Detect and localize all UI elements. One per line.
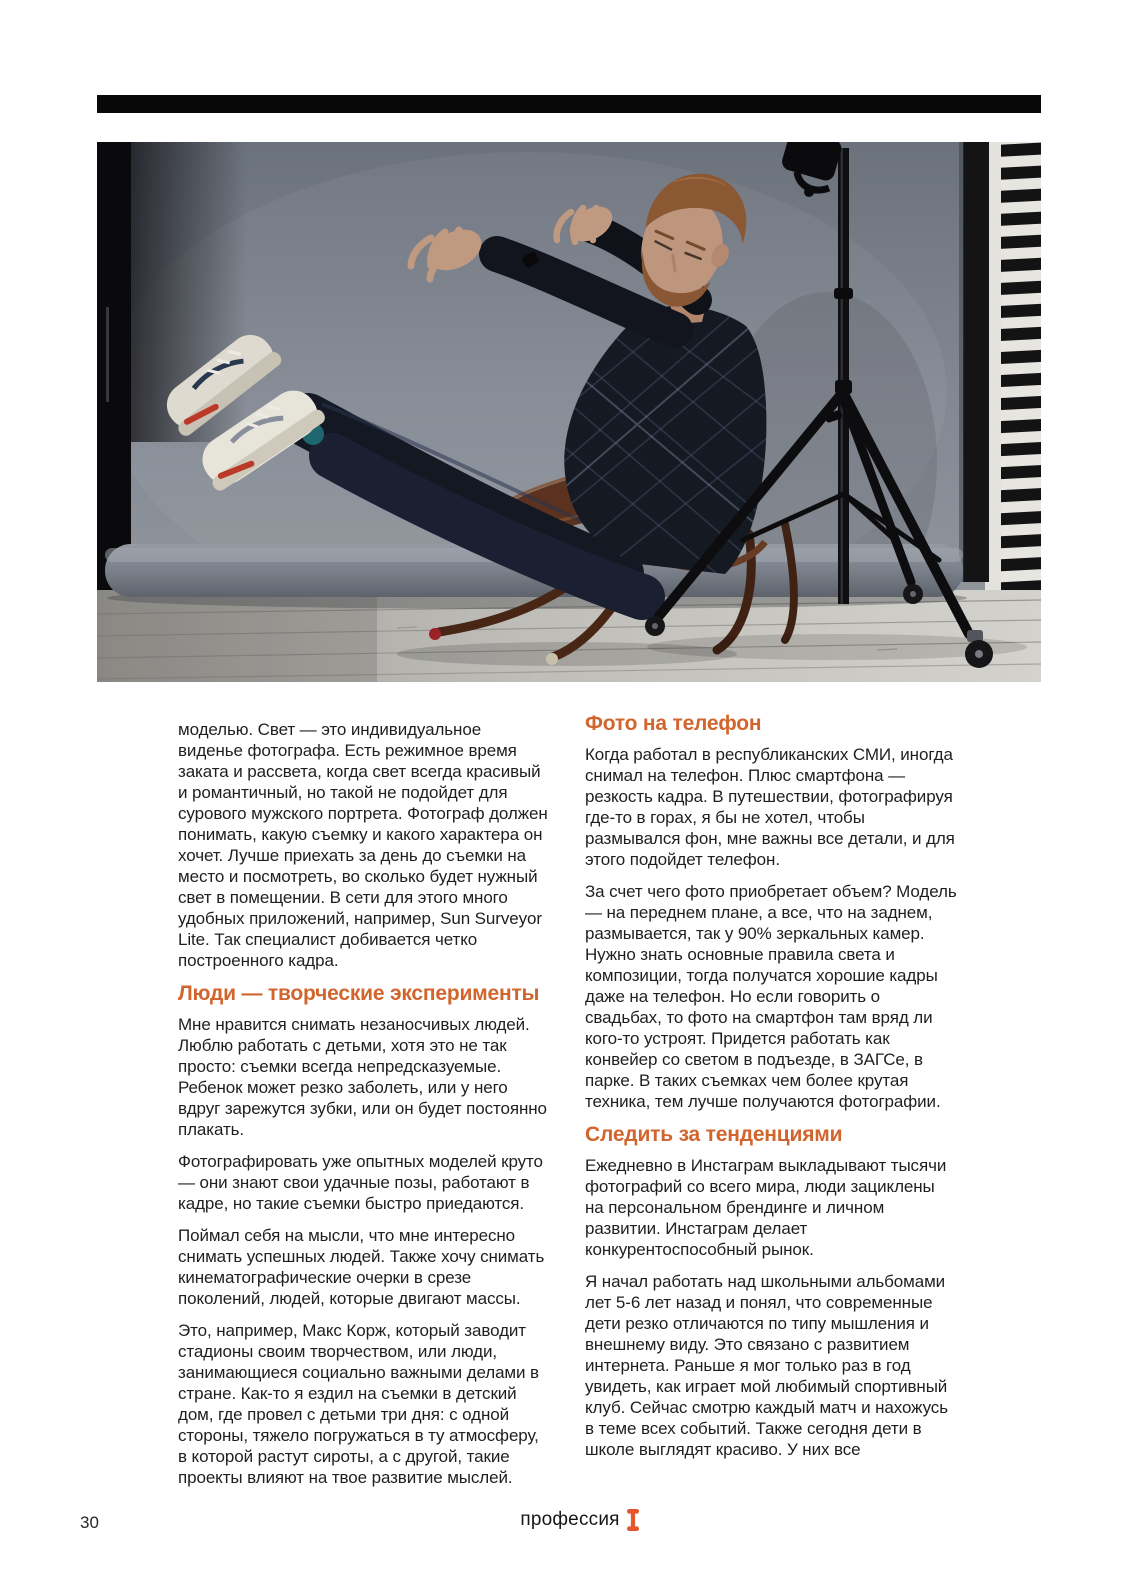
body-paragraph: За счет чего фото приобретает объем? Модель — на переднем плане, а все, что на заднем, размывается, так у 90% зеркальных камер. Нужно знать основные правила света и композиции, тогда получатся хорошие кадры даже на телефон. Но если говорить о свадьбах, то фото на смартфон там вряд ли кого-то устроят. Придется работать как конвейер со светом в подъезде, в ЗАГСе, в парке. В таких съемках чем более крутая техника, тем лучше получаются фотографии. (585, 882, 957, 1111)
body-paragraph: Поймал себя на мысли, что мне интересно снимать успешных людей. Также хочу снимать кинематографические очерки в срезе поколений, людей, которые двигают массы. (178, 1226, 545, 1308)
section-heading: Люди — творческие эксперименты (178, 982, 540, 1005)
left-column (178, 710, 550, 1499)
brand-name: профессия (520, 1509, 620, 1530)
body-paragraph: Фотографировать уже опытных моделей круто — они знают свои удачные позы, работают в кадре, но такие съемки быстро приедаются. (178, 1152, 543, 1213)
top-rule-bar (97, 95, 1041, 113)
studio-photo-illustration (97, 142, 1041, 682)
right-column (585, 710, 957, 1499)
body-paragraph: Мне нравится снимать незаносчивых людей. Люблю работать с детьми, хотя это не так просто: съемки всегда непредсказуемые. Ребенок может резко заболеть, или у него вдруг зарежутся зубки, или он будет постоянно плакать. (178, 1015, 547, 1139)
page-number: 30 (80, 1513, 99, 1532)
body-paragraph: Ежедневно в Инстаграм выкладывают тысячи фотографий со всего мира, люди зациклены на персональном брендинге и личном развитии. Инстаграм делает конкурентоспособный рынок. (585, 1156, 947, 1259)
footer-brand (0, 1509, 1143, 1531)
article-body (178, 710, 958, 1499)
body-paragraph: Это, например, Макс Корж, который заводит стадионы своим творчеством, или люди, занимающиеся социально важными делами в стране. Как-то я ездил на съемки в детский дом, где провел с детьми три дня: с одной стороны, тяжело погружаться в ту атмосферу, в которой растут сироты, а с другой, такие проекты влияют на твое развитие мыслей. (178, 1321, 539, 1487)
studio-photo (97, 142, 1041, 682)
section-heading: Фото на телефон (585, 712, 762, 735)
body-paragraph: Я начал работать над школьными альбомами лет 5-6 лет назад и понял, что современные дети резко отличаются по типу мышления и внешнему виду. Это связано с развитием интернета. Раньше я мог только раз в год увидеть, как играет мой любимый спортивный клуб. Сейчас смотрю каждый матч и нахожусь в теме всех событий. Также сегодня дети в школе выглядят красиво. У них все (585, 1272, 948, 1459)
body-paragraph: Когда работал в республиканских СМИ, иногда снимал на телефон. Плюс смартфона — резкость кадра. В путешествии, фотографируя где-то в горах, я бы не хотел, чтобы размывался фон, мне важны все детали, и для этого подойдет телефон. (585, 745, 955, 869)
brand-i-icon (627, 1509, 639, 1531)
section-heading: Следить за тенденциями (585, 1123, 843, 1146)
body-paragraph: моделью. Свет — это индивидуальное виденье фотографа. Есть режимное время заката и рассвета, когда свет всегда красивый и романтичный, но такой не подойдет для сурового мужского портрета. Фотограф должен понимать, какую съемку и какого характера он хочет. Лучше приехать за день до съемки на место и посмотреть, во сколько будет нужный свет в помещении. В сети для этого много удобных приложений, например, Sun Surveyor Lite. Так специалист добивается четко построенного кадра. (178, 720, 548, 970)
